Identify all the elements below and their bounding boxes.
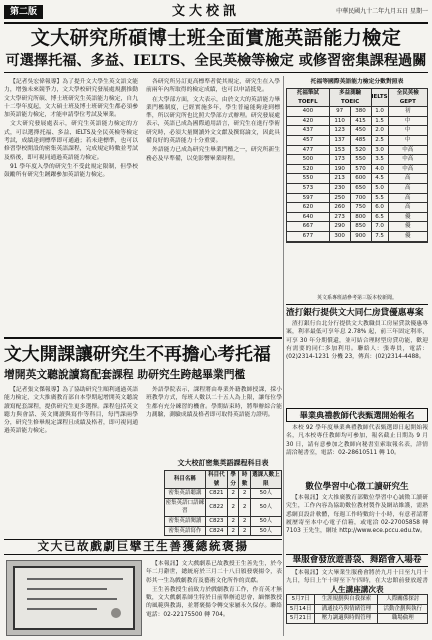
paper-name: 文大校訊 bbox=[172, 4, 241, 19]
table-cell: 2 bbox=[227, 489, 238, 499]
table-cell: 50人 bbox=[250, 516, 281, 526]
table-cell: 173 bbox=[329, 155, 350, 165]
events-table-body bbox=[287, 595, 428, 624]
table-cell: 密集英語聽講 bbox=[165, 489, 206, 499]
column-separator bbox=[283, 76, 284, 636]
table-cell: 密集英語閱讀 bbox=[165, 516, 206, 526]
score-table-title: 托福等國際英語能力檢定分數對照表 bbox=[310, 79, 404, 85]
table-cell bbox=[371, 241, 388, 242]
table-cell: 優 bbox=[388, 231, 427, 241]
table-cell: 300 bbox=[329, 231, 350, 241]
subhead-rule bbox=[4, 72, 428, 73]
table-header: 托福筆試 TOEFL bbox=[287, 89, 330, 107]
table-row bbox=[287, 203, 428, 213]
paragraph: 外語能力已成為研究生畢業門檻之一，研究所新生務必及早準備，以免影響畢業時程。 bbox=[146, 147, 280, 162]
story2-subhead: 增開英文聽說讀寫配套課程 助研究生跨越畢業門檻 bbox=[4, 368, 246, 381]
evaluation-headline: 畢業典禮教師代表甄選開始報名 bbox=[286, 408, 428, 422]
table-header: 學分 bbox=[227, 471, 238, 489]
table-cell: 97 bbox=[329, 107, 350, 117]
certificate-line bbox=[27, 608, 97, 610]
table-cell bbox=[350, 241, 371, 242]
table-row bbox=[165, 516, 282, 526]
top-story-subhead: 可選擇托福、多益、IELTS、全民英檢等檢定 或修習密集課程過關 bbox=[5, 53, 427, 69]
table-cell: 2.0 bbox=[371, 126, 388, 136]
bank-body bbox=[286, 320, 428, 406]
workshop-headline: 畢服會發放遊書袋、舞蹈會入場卷 bbox=[286, 554, 428, 567]
evaluation-body bbox=[286, 424, 428, 480]
table-row bbox=[287, 145, 428, 155]
table-cell: C824 bbox=[205, 526, 227, 536]
table-cell: 高 bbox=[388, 174, 427, 184]
paragraph: 91 學年度入學的研究生不受此規定限制，但學校鼓勵所有研究生踴躍參加英語能力檢定。 bbox=[4, 163, 138, 179]
table-row bbox=[165, 526, 282, 536]
table-row bbox=[287, 193, 428, 203]
table-cell: 620 bbox=[287, 203, 330, 213]
table-header: 多益測驗 TOEIC bbox=[329, 89, 371, 107]
table-cell: 活動企劃與執行 bbox=[378, 604, 428, 614]
table-cell: 5月7日 bbox=[287, 595, 315, 605]
table-cell: 3.0 bbox=[371, 145, 388, 155]
table-cell: 700 bbox=[350, 193, 371, 203]
certificate-line bbox=[27, 578, 123, 580]
table-cell: 450 bbox=[350, 126, 371, 136]
story3-body bbox=[146, 560, 282, 636]
table-header: 科目代號 bbox=[205, 471, 227, 489]
table-cell: 溝通技巧與情緒管理 bbox=[315, 604, 378, 614]
table-cell: 初 bbox=[388, 107, 427, 117]
paragraph: 【記者吳宏偉報導】為了提升文大學生英文語文能力，增強未來競爭力，文大學校研究發展處規劃推動文大學研究所碩、博士班研究生英語能力檢定，自九十二學年度起，文大碩士班及博士班研究生都必須參加英語能力檢定，才能申請學位考試及畢業。 bbox=[4, 79, 138, 119]
table-cell: 213 bbox=[329, 174, 350, 184]
table-cell: 6.0 bbox=[371, 203, 388, 213]
table-cell: 260 bbox=[329, 203, 350, 213]
table-cell: 2 bbox=[227, 526, 238, 536]
paragraph: 【本報訊】文大畢業生服務會將於九月十日至九月十九日，每日上午十時至下午四時，在大忠館前發放遊書 bbox=[286, 570, 428, 585]
table-cell: 570 bbox=[350, 164, 371, 174]
table-header: 全民英檢 GEPT bbox=[388, 89, 427, 107]
table-cell: 人際關係探討 bbox=[378, 595, 428, 605]
table-cell: 2 bbox=[239, 498, 250, 516]
table-cell: 273 bbox=[329, 212, 350, 222]
seal-icon bbox=[111, 608, 121, 618]
table-cell: 3.5 bbox=[371, 155, 388, 165]
table-row bbox=[287, 107, 428, 117]
table-cell: 2 bbox=[239, 489, 250, 499]
publication-date: 中華民國九十二年九月五日 星期一 bbox=[336, 8, 428, 15]
table-cell: 415 bbox=[350, 116, 371, 126]
table-cell: 400 bbox=[287, 107, 330, 117]
table-cell: 密集英語口語練習 bbox=[165, 498, 206, 516]
table-cell: 500 bbox=[287, 155, 330, 165]
table-header: 選課人數上限 bbox=[250, 471, 281, 489]
table-cell: 5.0 bbox=[371, 183, 388, 193]
story2-column-1 bbox=[4, 386, 138, 536]
table-cell: 850 bbox=[350, 222, 371, 232]
ecommerce-body bbox=[286, 494, 428, 552]
table-row bbox=[287, 614, 428, 624]
table-cell: C823 bbox=[205, 516, 227, 526]
table-row bbox=[287, 116, 428, 126]
table-cell: 生涯規劃與自我探索 bbox=[315, 595, 378, 605]
table-cell: 高 bbox=[388, 203, 427, 213]
certificate-line bbox=[27, 598, 117, 600]
table-cell bbox=[329, 241, 350, 242]
table-cell bbox=[287, 241, 330, 242]
events-table bbox=[286, 594, 428, 624]
certificate-photo bbox=[6, 560, 142, 636]
table-row bbox=[287, 164, 428, 174]
table-cell: 640 bbox=[287, 212, 330, 222]
table-cell: 900 bbox=[350, 231, 371, 241]
table-cell: 650 bbox=[350, 183, 371, 193]
paragraph: 文大研究發展處表示，研究生英語能力檢定的方式，可以選擇托福、多益、IELTS及全民英檢等檢定考試，成績達到標準即可通過；若未達標準，也可以修習學校開設的密集英語課程，完成規定時數並考試及格後，即可視同通過英語能力檢定。 bbox=[4, 121, 138, 161]
table-cell: 250 bbox=[329, 193, 350, 203]
table-cell: 597 bbox=[287, 193, 330, 203]
score-table-note: 英文系專班請參考第三版本校新聞。 bbox=[316, 295, 397, 301]
course-table-title: 文大校訂密集英語課程科目表 bbox=[177, 459, 269, 467]
table-row bbox=[287, 155, 428, 165]
table-cell: 中高 bbox=[388, 164, 427, 174]
score-table-body bbox=[287, 107, 428, 242]
top-story-column-2 bbox=[146, 78, 280, 334]
table-header: IELTS bbox=[371, 89, 388, 107]
table-cell: 2 bbox=[227, 498, 238, 516]
table-cell: 153 bbox=[329, 145, 350, 155]
section-rule bbox=[4, 337, 282, 339]
table-cell: 667 bbox=[287, 222, 330, 232]
story2-column-2 bbox=[146, 386, 282, 454]
top-story-headline: 文大研究所碩博士班全面實施英語能力檢定 bbox=[30, 27, 402, 49]
paragraph: 【記者張文傑報導】為了協助研究生順利通過英語能力檢定，文大推廣教育部自本學期起增開英文聽說讀寫配套課程，提供研究生更多選擇。課程包括英文聽力與會話、英文閱讀與寫作等科目，每門課兩學分，研究生修畢規定課程且成績及格者，即可視同通過英語能力檢定。 bbox=[4, 387, 138, 435]
table-cell: 4.0 bbox=[371, 164, 388, 174]
edition-label: 第二版 bbox=[4, 5, 43, 19]
table-cell: 優 bbox=[388, 212, 427, 222]
table-cell: 壓力調適與時間管理 bbox=[315, 614, 378, 624]
table-header-row bbox=[165, 471, 282, 489]
table-cell: 800 bbox=[350, 212, 371, 222]
table-cell: 550 bbox=[287, 174, 330, 184]
paragraph: 本校 92 學年度畢業典禮教師代表甄選即日起開始報名，凡本校專任教師均可參加，報名截止日期為 9 月 30 日，請有意參加之教師向秘書室索取報名表，詳情請洽秘書室，電話：02-28610511 轉 10。 bbox=[286, 425, 428, 456]
top-story-column-1 bbox=[4, 78, 138, 334]
table-row bbox=[287, 126, 428, 136]
table-cell: 密集英語寫作 bbox=[165, 526, 206, 536]
table-cell: 5.5 bbox=[371, 193, 388, 203]
table-cell: 230 bbox=[329, 183, 350, 193]
table-row bbox=[287, 595, 428, 605]
events-title: 人生講座講次表 bbox=[330, 585, 384, 594]
table-row bbox=[287, 241, 428, 242]
table-row bbox=[287, 135, 428, 145]
table-cell: 5月21日 bbox=[287, 614, 315, 624]
table-cell: 520 bbox=[350, 145, 371, 155]
table-header: 時數 bbox=[239, 471, 250, 489]
table-cell: 高 bbox=[388, 193, 427, 203]
right-rule bbox=[286, 304, 428, 305]
table-cell: 123 bbox=[329, 126, 350, 136]
table-cell: 2 bbox=[227, 516, 238, 526]
table-cell: 437 bbox=[287, 126, 330, 136]
table-cell: 職場倫理 bbox=[378, 614, 428, 624]
story3-headline: 文大已故戲劇巨擘王生善獲總統褒揚 bbox=[4, 539, 282, 555]
certificate-line bbox=[27, 588, 107, 590]
table-cell: 7.0 bbox=[371, 222, 388, 232]
table-cell: C822 bbox=[205, 498, 227, 516]
table-cell: 550 bbox=[350, 155, 371, 165]
table-cell: 50人 bbox=[250, 526, 281, 536]
table-cell: 2.5 bbox=[371, 135, 388, 145]
paragraph: 王生善教授生前致力於戲劇教育工作，作育英才無數，文大戲劇系師生特於日前舉辦追思會，緬懷教授的風範與教誨，並將褒揚令轉交家屬永久保存。聯絡電話：02-22175500 轉 704。 bbox=[146, 586, 282, 618]
table-header-row bbox=[287, 89, 428, 107]
newspaper-page bbox=[4, 4, 428, 636]
table-cell: 290 bbox=[329, 222, 350, 232]
table-cell: 7.5 bbox=[371, 231, 388, 241]
paragraph: 外語學院表示，課程將由專業外籍教師授課，採小班教學方式，每班人數以二十五人為上限，讓每位學生都有充分練習的機會。學期結束時，將舉辦綜合能力測驗，測驗成績及格者即可取得英語能力證明。 bbox=[146, 387, 282, 418]
table-cell: 中 bbox=[388, 126, 427, 136]
table-row bbox=[287, 231, 428, 241]
table-cell: 中高 bbox=[388, 155, 427, 165]
table-cell: 750 bbox=[350, 203, 371, 213]
table-cell: 380 bbox=[350, 107, 371, 117]
table-cell: 573 bbox=[287, 183, 330, 193]
paragraph: 渣打銀行台北分行提供文大教職員工房屋貸款優惠專案，利率最低可享年息 2.78% 起，前三年固定利率，可享 30 年分期償還，並可結合理財型房貸功能，歡迎有需要的同仁多加利用。聯絡人：張專員，電話：(02)2314-1231 分機 23，傳真：(02)2314-4488。 bbox=[286, 321, 428, 361]
table-cell bbox=[388, 241, 427, 242]
table-cell: 6.5 bbox=[371, 212, 388, 222]
table-cell: 1.0 bbox=[371, 107, 388, 117]
table-row bbox=[287, 212, 428, 222]
table-cell: 1.5 bbox=[371, 116, 388, 126]
bank-headline: 渣打銀行提供文大同仁房貸優惠專案 bbox=[286, 308, 424, 318]
paragraph: 在大學部方面，文大表示，由於文大的英語能力畢業門檻制度，已經實施多年，學生普遍能夠達到標準，所以研究所也比照大學部方式辦理。研究發展處表示，英語已成為國際通用語言，研究生在進行學術研究時，必須大量閱讀外文文獻及撰寫論文，因此具備良好的英語能力十分重要。 bbox=[146, 96, 280, 145]
table-cell: 520 bbox=[287, 164, 330, 174]
certificate-frame bbox=[13, 566, 135, 630]
table-cell: 中 bbox=[388, 135, 427, 145]
table-cell: 50人 bbox=[250, 498, 281, 516]
table-cell: 457 bbox=[287, 135, 330, 145]
paragraph: 【本報訊】文大推廣教育部數位學習中心誠徵工讀研究生，工作內容為協助數位教材製作及網站維護，需熟悉網頁設計軟體，每週工作時數約十小時，有意者請將履歷寄至本中心電子信箱，或電洽 02-27005858 轉 7103 王先生，網址 http://www.ece.pccu.edu.tw。 bbox=[286, 495, 428, 535]
course-table bbox=[164, 470, 282, 536]
table-cell: 50人 bbox=[250, 489, 281, 499]
score-table bbox=[286, 88, 428, 243]
table-cell: 2 bbox=[239, 516, 250, 526]
table-row bbox=[287, 174, 428, 184]
table-cell: 600 bbox=[350, 174, 371, 184]
table-header: 科目名稱 bbox=[165, 471, 206, 489]
paragraph: 【本報訊】文大戲劇系已故教授王生善先生，於今年二月辭世，總統府於三月二十八日頒發褒揚令，表彰其一生為戲劇教育及藝術文化所作的貢獻。 bbox=[146, 561, 282, 584]
table-cell: 優 bbox=[388, 222, 427, 232]
table-row bbox=[287, 183, 428, 193]
table-cell: 2 bbox=[239, 526, 250, 536]
table-cell: 190 bbox=[329, 164, 350, 174]
table-cell: 110 bbox=[329, 116, 350, 126]
table-row bbox=[165, 498, 282, 516]
table-cell: 677 bbox=[287, 231, 330, 241]
table-row bbox=[287, 604, 428, 614]
table-cell: 5月14日 bbox=[287, 604, 315, 614]
table-cell: C821 bbox=[205, 489, 227, 499]
table-cell: 高 bbox=[388, 183, 427, 193]
story2-headline: 文大開課讓研究生不再擔心考托福 bbox=[4, 344, 271, 365]
paragraph: 各研究所另訂更高標準者從其規定，研究生在入學前兩年內所取得的檢定成績，也可以申請抵免。 bbox=[146, 79, 280, 94]
course-table-body bbox=[165, 489, 282, 536]
table-cell: 137 bbox=[329, 135, 350, 145]
table-cell: 485 bbox=[350, 135, 371, 145]
ecommerce-headline: 數位學習中心徵工讀研究生 bbox=[305, 482, 409, 492]
table-row bbox=[165, 489, 282, 499]
table-cell: 477 bbox=[287, 145, 330, 155]
table-cell: 4.5 bbox=[371, 174, 388, 184]
masthead bbox=[4, 4, 428, 24]
table-cell: 420 bbox=[287, 116, 330, 126]
workshop-body bbox=[286, 569, 428, 585]
table-cell: 中高 bbox=[388, 145, 427, 155]
table-cell: 中 bbox=[388, 116, 427, 126]
table-row bbox=[287, 222, 428, 232]
